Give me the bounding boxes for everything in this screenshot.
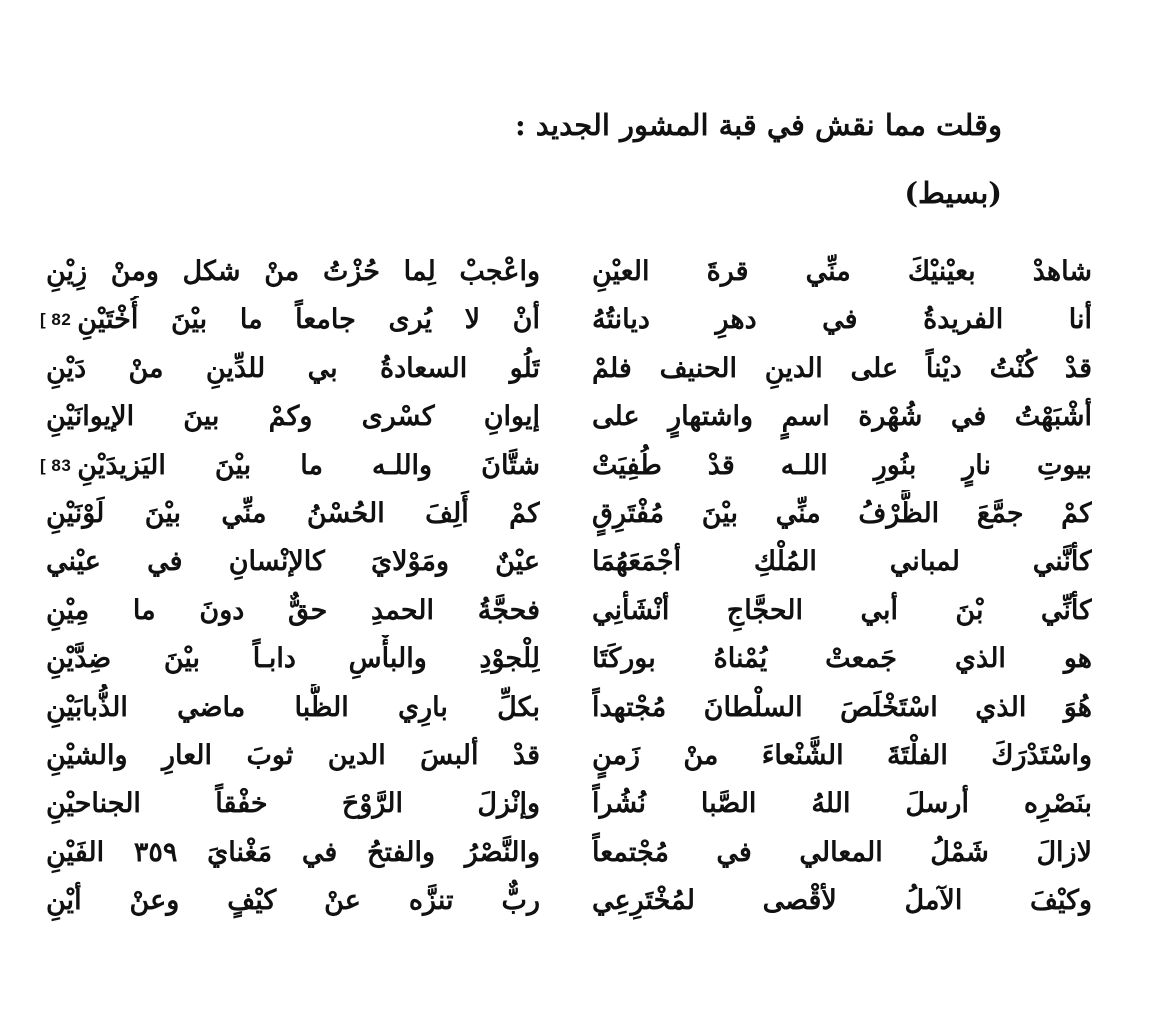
verse-line — [40, 296, 540, 344]
poem-column-right — [592, 248, 1092, 925]
poem-column-left — [40, 248, 540, 925]
verse-text: شاهدْ بعيْنيْكَ منِّي قرةَ العيْنِ — [592, 256, 1092, 287]
verse-text: تَلُو السعادةُ بي للدِّينِ منْ دَيْنِ — [46, 352, 540, 384]
verse-line — [592, 732, 1092, 780]
meter-label: (بسيط) — [904, 176, 1002, 210]
verse-text: واسْتَدْرَكَ الفلْتَةَ الشَّنْعاءَ منْ زَمنٍ — [592, 739, 1092, 771]
verse-line — [592, 490, 1092, 538]
verse-line — [592, 780, 1092, 828]
verse-text: ربٌّ تنزَّه عنْ كيْفٍ وعنْ أيْنِ — [46, 885, 540, 917]
verse-line — [40, 538, 540, 586]
verse-line — [592, 296, 1092, 344]
verse-text: إيوانِ كسْرى وكمْ بينَ الإيوانَيْنِ — [46, 401, 540, 433]
verse-text: قدْ كُنْتُ ديْناً على الدينِ الحنيف فلمْ — [592, 352, 1092, 384]
intro-line: وقلت مما نقش في قبة المشور الجديد : — [514, 108, 1002, 142]
verse-line — [592, 442, 1092, 490]
verse-line — [40, 829, 540, 877]
verse-line — [40, 393, 540, 441]
verse-text: عيْنٌ ومَوْلايَ كالإنْسانِ في عيْني — [46, 546, 540, 578]
verse-text: كأنِّي بْنَ أبي الحجَّاجِ أنْشَأنِي — [592, 594, 1092, 626]
verse-line — [592, 393, 1092, 441]
verse-line — [592, 248, 1092, 296]
verse-line — [40, 877, 540, 925]
verse-text: واعْجبْ لِما حُزْتُ منْ شكل ومنْ زِيْنِ — [46, 256, 540, 287]
verse-text: هو الذي جَمعتْ يُمْناهُ بوركَتَا — [592, 643, 1092, 675]
verse-text: أنْ لا يُرى جامعاً ما بيْنَ أُخْتَيْنِ — [77, 304, 540, 336]
verse-line — [592, 684, 1092, 732]
verse-line — [592, 877, 1092, 925]
verse-line — [40, 587, 540, 635]
verse-line — [40, 684, 540, 732]
verse-text: أشْبَهْتُ في شُهْرة اسمٍ واشتهارٍ على — [592, 401, 1092, 433]
verse-text: والنَّصْرُ والفتحُ في مَغْنايَ ٣٥٩ الفَيْنِ — [46, 836, 540, 868]
verse-text: كمْ جمَّعَ الظَّرْفُ منِّي بيْنَ مُفْتَرِقٍ — [592, 497, 1092, 529]
verse-line — [40, 635, 540, 683]
verse-line — [40, 780, 540, 828]
verse-text: لِلْجوْدِ والبأْسِ دابـاً بيْنَ ضِدَّيْنِ — [46, 643, 540, 675]
verse-text: بنَصْرِه أرسلَ اللهُ الصَّبا نُشُراً — [592, 788, 1092, 820]
verse-text: قدْ ألبسَ الدين ثوبَ العارِ والشيْنِ — [46, 739, 540, 771]
verse-text: وإنْزلَ الرَّوْحَ خفْقاً الجناحيْنِ — [46, 788, 540, 820]
verse-text: أنا الفريدةُ في دهرِ ديانتُهُ — [592, 304, 1092, 336]
verse-line — [40, 442, 540, 490]
verse-line — [592, 829, 1092, 877]
verse-line — [592, 587, 1092, 635]
verse-line — [592, 345, 1092, 393]
verse-text: كمْ أَلِفَ الحُسْنُ منِّي بيْنَ لَوْنَيْنِ — [46, 497, 540, 529]
verse-line — [592, 635, 1092, 683]
page-marker: [ 83 — [40, 455, 72, 475]
verse-text: وكيْفَ الآملُ لأقْصى لمُخْتَرِعِي — [592, 885, 1092, 917]
verse-text: بيوتِ نارٍ بنُورِ اللـه قدْ طُفِيَتْ — [592, 449, 1092, 481]
verse-line — [40, 490, 540, 538]
verse-line — [40, 345, 540, 393]
verse-text: لازالَ شَمْلُ المعالي في مُجْتمعاً — [592, 836, 1092, 868]
verse-text: بكلِّ بارِي الظُّبا ماضي الذُّبابَيْنِ — [46, 691, 540, 723]
page-marker: [ 82 — [40, 310, 72, 330]
verse-text: شتَّانَ واللـه ما بيْنَ اليَزيدَيْنِ — [77, 449, 540, 481]
verse-line — [40, 248, 540, 296]
verse-text: كأنَّني لمباني المُلْكِ أجْمَعَهُمَا — [592, 546, 1092, 578]
verse-line — [592, 538, 1092, 586]
verse-text: فحجَّةُ الحمدِ حقٌّ دونَ ما مِيْنِ — [46, 594, 540, 626]
verse-text: هُوَ الذي اسْتَخْلَصَ السلْطانَ مُجْتهداً — [592, 691, 1092, 723]
verse-line — [40, 732, 540, 780]
